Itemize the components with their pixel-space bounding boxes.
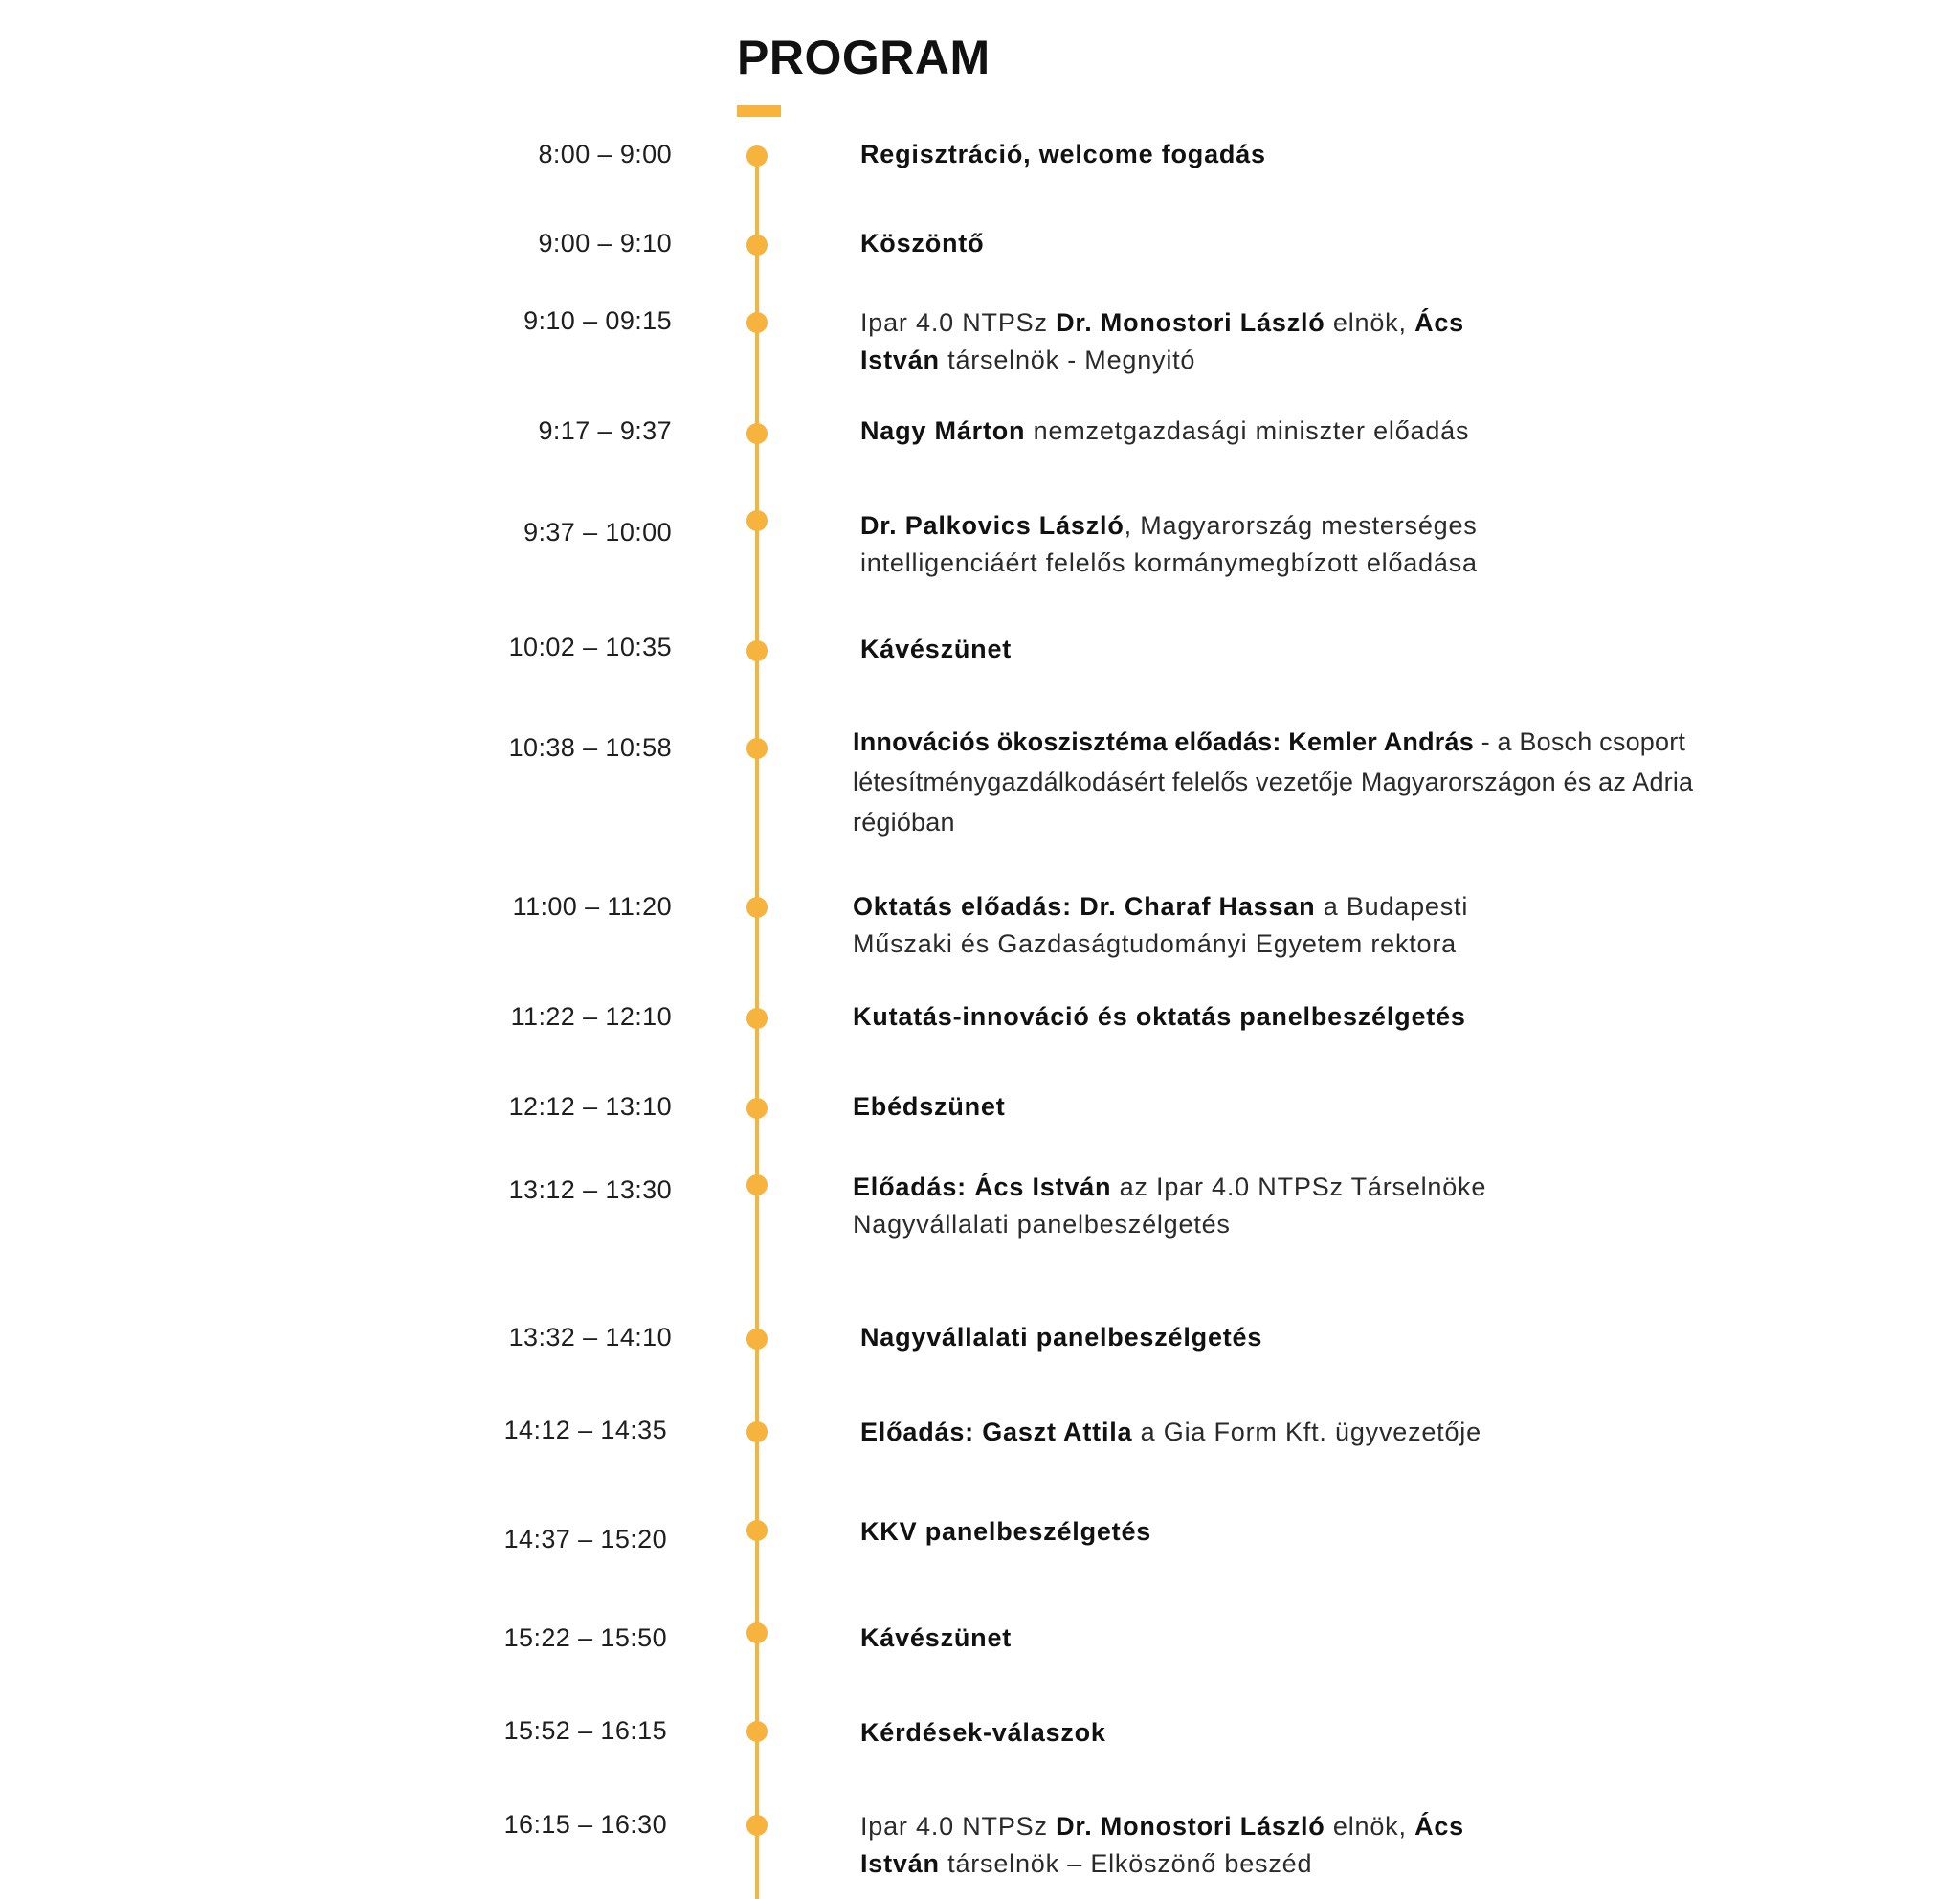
- time-slot: 15:22 – 15:50: [503, 1623, 667, 1652]
- time-slot: 14:12 – 14:35: [503, 1416, 667, 1444]
- bold-text: Dr. Monostori László: [1056, 1812, 1325, 1841]
- description-line: [860, 413, 1469, 450]
- regular-text: létesítménygazdálkodásért felelős vezetője Magyarországon és az Adria: [853, 768, 1694, 796]
- regular-text: társelnök – Elköszönő beszéd: [939, 1849, 1313, 1878]
- timeline-dot: [746, 423, 768, 444]
- description-line: [860, 1513, 1151, 1551]
- regular-text: régióban: [853, 808, 955, 837]
- description-line: [860, 1714, 1106, 1752]
- time-slot: 11:22 – 12:10: [510, 1002, 672, 1031]
- time-slot: 13:12 – 13:30: [508, 1175, 672, 1204]
- timeline-dot: [746, 1329, 768, 1350]
- bold-text: KKV panelbeszélgetés: [860, 1517, 1152, 1546]
- session-description: [860, 1414, 1481, 1451]
- bold-text: Köszöntő: [860, 229, 985, 257]
- bold-text: Kávészünet: [860, 635, 1013, 663]
- session-description: [860, 413, 1469, 450]
- time-slot: 14:37 – 15:20: [503, 1525, 667, 1553]
- bold-text: Kérdések-válaszok: [860, 1718, 1106, 1747]
- bold-text: Kávészünet: [860, 1623, 1013, 1652]
- description-line: [860, 545, 1478, 582]
- description-line: [860, 1414, 1481, 1451]
- description-line: [860, 507, 1478, 545]
- regular-text: Műszaki és Gazdaságtudományi Egyetem rektora: [853, 929, 1457, 958]
- bold-text: István: [860, 346, 940, 374]
- timeline-dot: [746, 1815, 768, 1836]
- time-slot: 16:15 – 16:30: [503, 1810, 667, 1839]
- session-description: [853, 1169, 1486, 1243]
- session-description: [860, 136, 1266, 173]
- session-description: [860, 1319, 1262, 1356]
- page-title: PROGRAM: [737, 31, 991, 84]
- session-description: [853, 1088, 1006, 1126]
- bold-text: Regisztráció, welcome fogadás: [860, 140, 1266, 168]
- description-line: [860, 304, 1464, 342]
- description-line: [853, 1169, 1486, 1206]
- timeline-dot: [746, 235, 768, 256]
- timeline-dot: [746, 1008, 768, 1029]
- bold-text: Oktatás előadás: Dr. Charaf Hassan: [853, 892, 1316, 921]
- bold-text: Dr. Monostori László: [1056, 308, 1325, 337]
- regular-text: - a Bosch csoport: [1473, 727, 1686, 756]
- timeline-dot: [746, 897, 768, 918]
- time-slot: 13:32 – 14:10: [508, 1323, 672, 1352]
- time-slot: 15:52 – 16:15: [503, 1716, 667, 1745]
- description-line: [860, 1845, 1464, 1883]
- regular-text: Ipar 4.0 NTPSz: [860, 1812, 1057, 1841]
- description-line: [860, 1808, 1464, 1845]
- description-line: [860, 1620, 1012, 1657]
- regular-text: elnök,: [1325, 1812, 1415, 1841]
- timeline-dot: [746, 145, 768, 167]
- timeline-dot: [746, 312, 768, 333]
- session-description: [860, 225, 984, 262]
- bold-text: Ebédszünet: [853, 1092, 1006, 1121]
- description-line: [853, 802, 1693, 842]
- regular-text: a Budapesti: [1315, 892, 1469, 921]
- regular-text: Ipar 4.0 NTPSz: [860, 308, 1057, 337]
- time-slot: 12:12 – 13:10: [508, 1092, 672, 1121]
- description-line: [860, 225, 984, 262]
- session-description: [860, 631, 1012, 668]
- session-description: [860, 1808, 1464, 1883]
- time-slot: 9:37 – 10:00: [523, 518, 672, 547]
- timeline-dot: [746, 640, 768, 661]
- description-line: [853, 722, 1693, 762]
- bold-text: Ács: [1414, 1812, 1464, 1841]
- timeline-dot: [746, 1721, 768, 1742]
- time-slot: 9:00 – 9:10: [538, 229, 672, 257]
- timeline-dot: [746, 1098, 768, 1119]
- timeline-dot: [746, 1421, 768, 1442]
- session-description: [860, 1714, 1106, 1752]
- regular-text: a Gia Form Kft. ügyvezetője: [1132, 1418, 1481, 1446]
- description-line: [860, 136, 1266, 173]
- description-line: [853, 1206, 1486, 1243]
- session-description: [860, 1513, 1151, 1551]
- bold-text: Kutatás-innováció és oktatás panelbeszélgetés: [853, 1002, 1466, 1031]
- description-line: [853, 926, 1468, 963]
- bold-text: Innovációs ökoszisztéma előadás: Kemler András: [853, 727, 1474, 756]
- timeline-dot: [746, 1174, 768, 1195]
- regular-text: elnök,: [1325, 308, 1415, 337]
- session-description: [853, 722, 1693, 842]
- description-line: [853, 998, 1466, 1036]
- session-description: [860, 304, 1464, 379]
- timeline-dot: [746, 510, 768, 531]
- bold-text: Nagy Márton: [860, 416, 1026, 445]
- bold-text: Ács: [1414, 308, 1464, 337]
- timeline-dot: [746, 738, 768, 759]
- time-slot: 9:10 – 09:15: [523, 306, 672, 335]
- session-description: [860, 1620, 1012, 1657]
- description-line: [853, 1088, 1006, 1126]
- title-underline: [737, 105, 781, 117]
- bold-text: István: [860, 1849, 940, 1878]
- regular-text: nemzetgazdasági miniszter előadás: [1025, 416, 1470, 445]
- description-line: [860, 342, 1464, 379]
- time-slot: 10:38 – 10:58: [508, 733, 672, 762]
- session-description: [853, 998, 1466, 1036]
- bold-text: Nagyvállalati panelbeszélgetés: [860, 1323, 1263, 1352]
- session-description: [853, 888, 1468, 963]
- session-description: [860, 507, 1478, 582]
- regular-text: , Magyarország mesterséges: [1124, 511, 1478, 540]
- description-line: [853, 888, 1468, 926]
- regular-text: az Ipar 4.0 NTPSz Társelnöke: [1111, 1173, 1487, 1201]
- time-slot: 9:17 – 9:37: [538, 416, 672, 445]
- description-line: [853, 762, 1693, 802]
- bold-text: Előadás: Gaszt Attila: [860, 1418, 1133, 1446]
- regular-text: intelligenciáért felelős kormánymegbízott előadása: [860, 548, 1478, 577]
- time-slot: 11:00 – 11:20: [512, 892, 672, 921]
- bold-text: Dr. Palkovics László: [860, 511, 1125, 540]
- time-slot: 10:02 – 10:35: [508, 633, 672, 661]
- regular-text: Nagyvállalati panelbeszélgetés: [853, 1210, 1231, 1239]
- bold-text: Előadás: Ács István: [853, 1173, 1112, 1201]
- timeline-dot: [746, 1520, 768, 1541]
- time-slot: 8:00 – 9:00: [538, 140, 672, 168]
- description-line: [860, 1319, 1262, 1356]
- timeline-dot: [746, 1622, 768, 1643]
- description-line: [860, 631, 1012, 668]
- regular-text: társelnök - Megnyitó: [939, 346, 1196, 374]
